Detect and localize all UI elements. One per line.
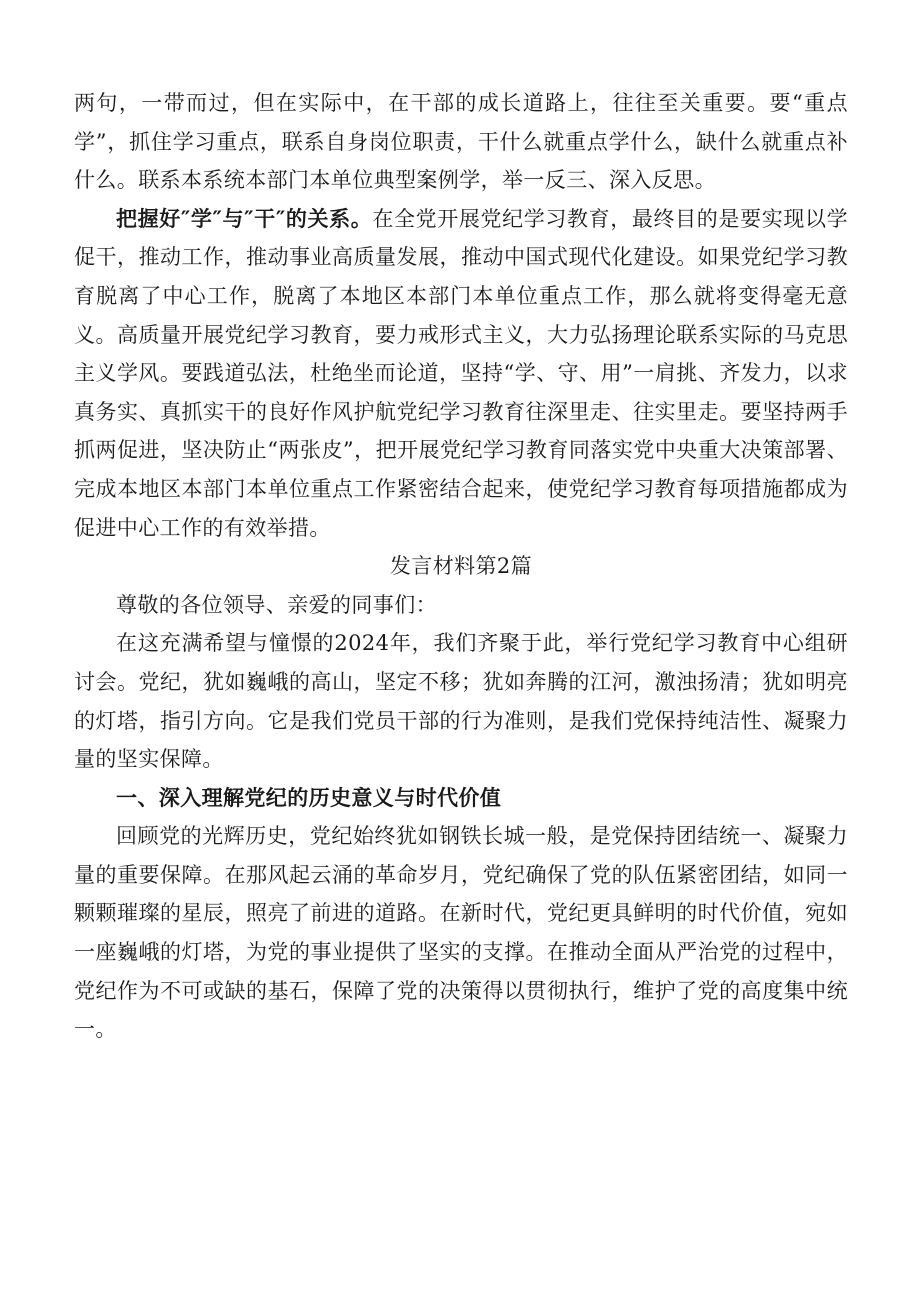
- paragraph-learn-and-act: [74, 200, 848, 547]
- greeting: 尊敬的各位领导、亲爱的同事们：: [116, 592, 437, 617]
- paragraph-opening: 在这充满希望与憧憬的2024年，我们齐聚于此，举行党纪学习教育中心组研讨会。党纪，犹如巍峨的高山，坚定不移；犹如奔腾的江河，激浊扬清；犹如明亮的灯塔，指引方向。它是我们党员干部的行为准则，是我们党保持纯洁性、凝聚力量的坚实保障。: [74, 631, 848, 772]
- paragraph-lead-phrase: 把握好″学″与″干″的关系。: [116, 206, 373, 231]
- paragraph-body: 在全党开展党纪学习教育，最终目的是要实现以学促干，推动工作，推动事业高质量发展，推动中国式现代化建设。如果党纪学习教育脱离了中心工作，脱离了本地区本部门本单位重点工作，那么就将变得毫无意义。高质量开展党纪学习教育，要力戒形式主义，大力弘扬理论联系实际的马克思主义学风。要践道弘法，杜绝坐而论道，坚持“学、守、用”一肩挑、齐发力，以求真务实、真抓实干的良好作风护航党纪学习教育往深里走、往实里走。要坚持两手抓两促进，坚决防止“两张皮”，把开展党纪学习教育同落实党中央重大决策部署、完成本地区本部门本单位重点工作紧密结合起来，使党纪学习教育每项措施都成为促进中心工作的有效举措。: [74, 206, 848, 540]
- paragraph-continuation: 两句，一带而过，但在实际中，在干部的成长道路上，往往至关重要。要“重点学”，抓住学习重点，联系自身岗位职责，干什么就重点学什么，缺什么就重点补什么。联系本系统本部门本单位典型案例学，举一反三、深入反思。: [74, 91, 848, 193]
- section-title: 发言材料第2篇: [389, 554, 533, 579]
- section-heading: 一、深入理解党纪的历史意义与时代价值: [116, 785, 502, 810]
- paragraph-history: 回顾党的光辉历史，党纪始终犹如钢铁长城一般，是党保持团结统一、凝聚力量的重要保障。在那风起云涌的革命岁月，党纪确保了党的队伍紧密团结，如同一颗颗璀璨的星辰，照亮了前进的道路。在新时代，党纪更具鲜明的时代价值，宛如一座巍峨的灯塔，为党的事业提供了坚实的支撑。在推动全面从严治党的过程中，党纪作为不可或缺的基石，保障了党的决策得以贯彻执行，维护了党的高度集中统一。: [74, 824, 848, 1042]
